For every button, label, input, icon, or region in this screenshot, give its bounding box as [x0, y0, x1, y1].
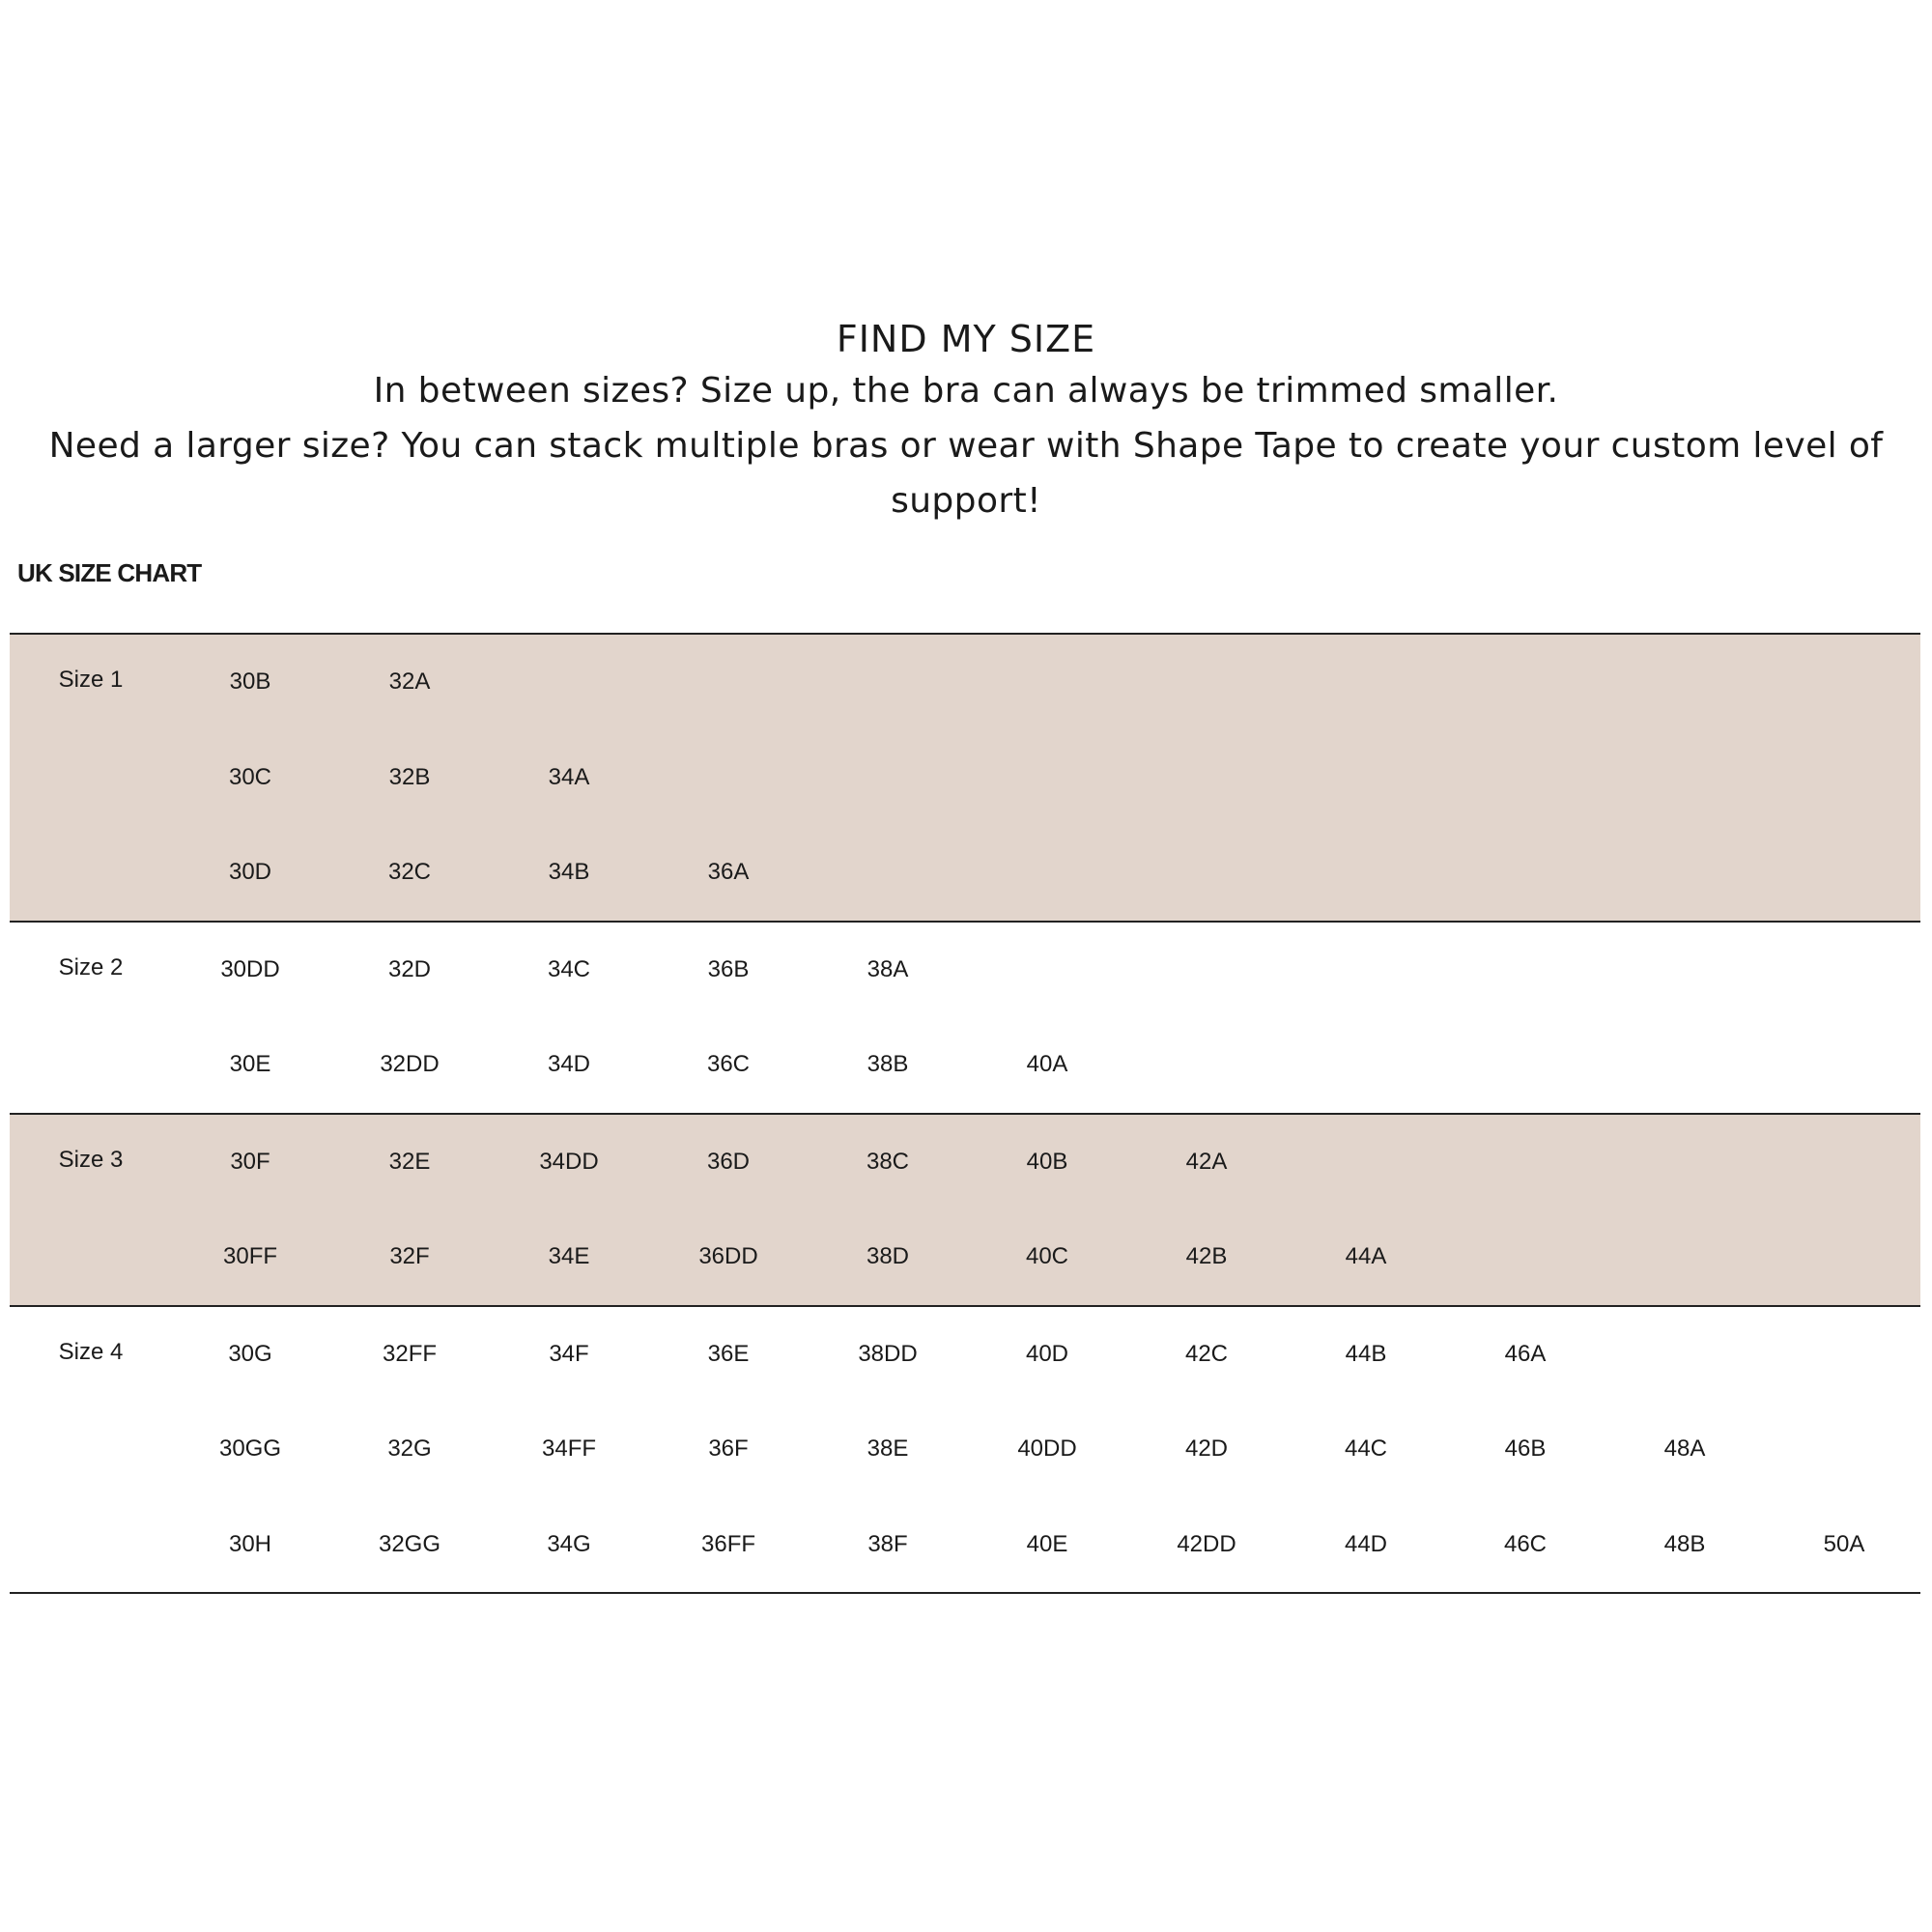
size-row — [10, 730, 1920, 826]
size-cell: 32D — [387, 955, 432, 982]
size-row — [10, 923, 1920, 1018]
size-cell: 42C — [1184, 1340, 1229, 1367]
size-cell: 32E — [388, 1148, 431, 1175]
size-cell: 32F — [389, 1243, 430, 1270]
size-group — [10, 1113, 1920, 1305]
size-cell: 34B — [548, 859, 590, 886]
size-guide-header — [0, 315, 1932, 528]
size-cell: 34DD — [539, 1148, 599, 1175]
size-group-label: Size 1 — [58, 667, 124, 693]
size-cell: 30B — [229, 668, 271, 696]
size-cell: 46C — [1503, 1530, 1548, 1557]
size-group — [10, 1305, 1920, 1595]
size-cell: 30G — [228, 1340, 272, 1367]
size-cell: 30F — [230, 1148, 270, 1175]
size-cell: 46B — [1504, 1435, 1547, 1463]
size-cell: 40D — [1025, 1340, 1069, 1367]
size-row — [10, 1017, 1920, 1113]
size-cell: 38C — [866, 1148, 910, 1175]
size-cell: 48A — [1663, 1435, 1706, 1463]
size-cell: 44A — [1345, 1243, 1387, 1270]
size-cell: 46A — [1504, 1340, 1547, 1367]
size-cell: 32A — [388, 668, 431, 696]
size-cell: 42D — [1184, 1435, 1229, 1463]
page-title: FIND MY SIZE — [836, 318, 1096, 360]
size-cell: 32G — [387, 1435, 432, 1463]
chart-heading: UK SIZE CHART — [17, 558, 202, 587]
size-cell: 34G — [547, 1530, 591, 1557]
size-group — [10, 921, 1920, 1113]
size-cell: 36DD — [698, 1243, 758, 1270]
size-cell: 42DD — [1177, 1530, 1236, 1557]
size-cell: 32GG — [378, 1530, 441, 1557]
size-cell: 36C — [706, 1051, 751, 1078]
size-group-label: Size 2 — [58, 953, 124, 980]
size-cell: 44D — [1344, 1530, 1388, 1557]
size-cell: 38DD — [858, 1340, 918, 1367]
size-row — [10, 1307, 1920, 1403]
size-cell: 32C — [387, 859, 432, 886]
size-cell: 38D — [866, 1243, 910, 1270]
size-cell: 42A — [1185, 1148, 1228, 1175]
size-cell: 32FF — [382, 1340, 438, 1367]
size-cell: 30C — [228, 763, 272, 790]
size-cell: 40C — [1025, 1243, 1069, 1270]
size-row — [10, 1115, 1920, 1210]
size-cell: 38B — [867, 1051, 909, 1078]
size-cell: 40E — [1026, 1530, 1068, 1557]
size-cell: 40DD — [1017, 1435, 1077, 1463]
size-row — [10, 1402, 1920, 1497]
size-cell: 40B — [1026, 1148, 1068, 1175]
size-cell: 30DD — [220, 955, 280, 982]
size-cell: 30FF — [222, 1243, 278, 1270]
size-cell: 36FF — [700, 1530, 756, 1557]
size-row — [10, 825, 1920, 921]
size-cell: 34E — [548, 1243, 590, 1270]
size-group-label: Size 3 — [58, 1146, 124, 1173]
size-cell: 36E — [707, 1340, 750, 1367]
size-cell: 36F — [708, 1435, 749, 1463]
size-cell: 34FF — [541, 1435, 597, 1463]
sizing-tip-stack: Need a larger size? You can stack multiple bras or wear with Shape Tape to create your custom level of support! — [48, 426, 1884, 521]
size-cell: 32DD — [380, 1051, 440, 1078]
size-cell: 32B — [388, 763, 431, 790]
size-cell: 40A — [1026, 1051, 1068, 1078]
size-cell: 34F — [549, 1340, 589, 1367]
size-cell: 48B — [1663, 1530, 1706, 1557]
sizing-tip-trim: In between sizes? Size up, the bra can always be trimmed smaller. — [373, 371, 1559, 411]
size-cell: 36A — [707, 859, 750, 886]
size-group-label: Size 4 — [58, 1338, 124, 1365]
size-cell: 38A — [867, 955, 909, 982]
size-cell: 50A — [1823, 1530, 1865, 1557]
size-cell: 30D — [228, 859, 272, 886]
size-row — [10, 1497, 1920, 1593]
size-cell: 44B — [1345, 1340, 1387, 1367]
size-cell: 34C — [547, 955, 591, 982]
size-cell: 34D — [547, 1051, 591, 1078]
uk-size-table — [10, 633, 1920, 1594]
size-cell: 42B — [1185, 1243, 1228, 1270]
size-cell: 36B — [707, 955, 750, 982]
size-cell: 38F — [867, 1530, 908, 1557]
size-row — [10, 635, 1920, 730]
size-cell: 30E — [229, 1051, 271, 1078]
size-cell: 36D — [706, 1148, 751, 1175]
size-cell: 34A — [548, 763, 590, 790]
size-cell: 30H — [228, 1530, 272, 1557]
size-cell: 30GG — [218, 1435, 282, 1463]
size-row — [10, 1209, 1920, 1305]
size-cell: 44C — [1344, 1435, 1388, 1463]
size-group — [10, 633, 1920, 921]
size-cell: 38E — [867, 1435, 909, 1463]
